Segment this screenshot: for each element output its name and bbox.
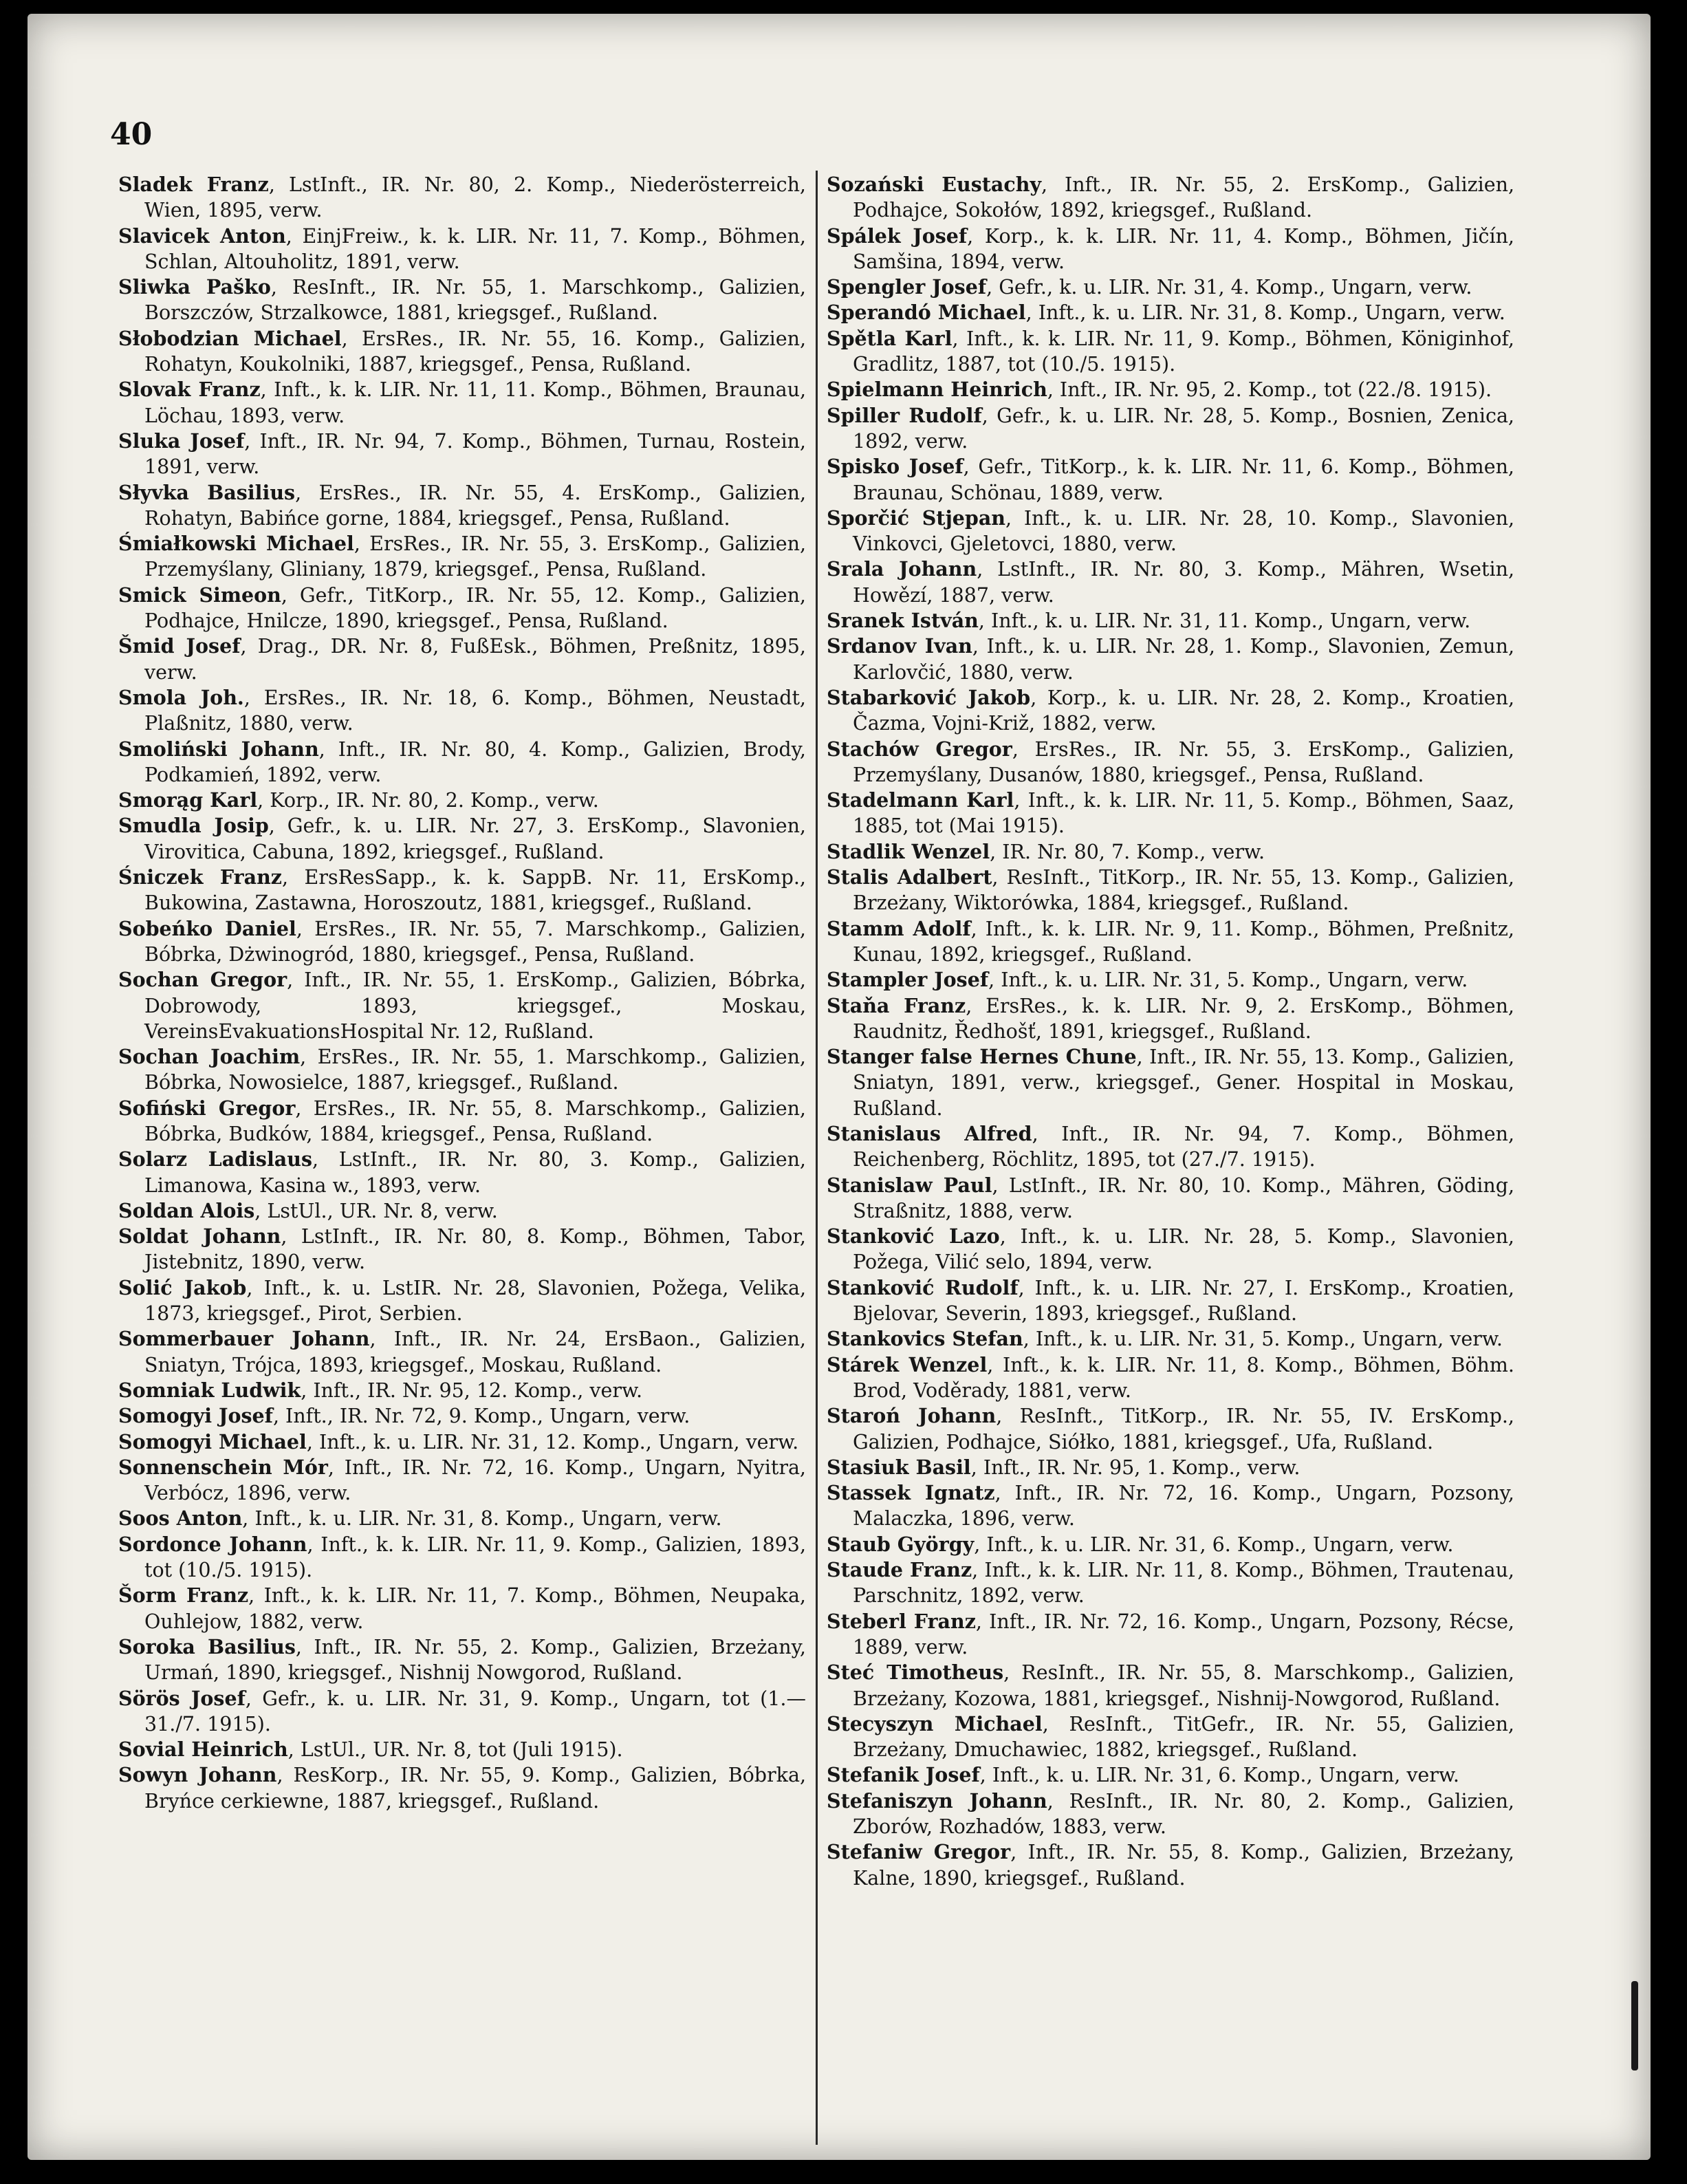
list-entry [118, 1455, 806, 1506]
list-entry [118, 224, 806, 275]
list-entry [118, 326, 806, 378]
list-entry [118, 1506, 806, 1531]
right-column [827, 172, 1514, 1891]
entry-details: , Gefr., k. u. LIR. Nr. 31, 4. Komp., Ungarn, verw. [986, 276, 1472, 299]
list-entry [827, 1173, 1514, 1224]
list-entry [827, 326, 1514, 378]
entry-name: Smola Joh. [118, 685, 244, 709]
list-entry [118, 1762, 806, 1814]
entry-details: , ResInft., TitKorp., IR. Nr. 55, IV. ErsKomp., Galizien, Podhajce, Siółko, 1881, kriegsgef., Ufa, Rußland. [853, 1405, 1514, 1453]
entry-name: Staroń Johann [827, 1404, 997, 1428]
entry-details: , Inft., IR. Nr. 72, 16. Komp., Ungarn, Pozsony, Récse, 1889, verw. [853, 1610, 1514, 1658]
entry-name: Stanković Lazo [827, 1224, 1000, 1248]
entry-name: Spisko Josef [827, 455, 964, 479]
entry-details: , Korp., IR. Nr. 80, 2. Komp., verw. [257, 789, 599, 812]
list-entry [827, 274, 1514, 300]
entry-details: , ResInft., TitGefr., IR. Nr. 55, Galizien, Brzeżany, Dmuchawiec, 1882, kriegsgef., Rußland. [853, 1712, 1514, 1762]
entry-details: , Inft., IR. Nr. 72, 16. Komp., Ungarn, Nyitra, Verbócz, 1896, verw. [144, 1456, 806, 1505]
list-entry [118, 1147, 806, 1198]
entry-name: Sozański Eustachy [827, 173, 1042, 196]
entry-name: Somniak Ludwik [118, 1378, 301, 1402]
entry-name: Slavicek Anton [118, 224, 286, 248]
list-entry [827, 1762, 1514, 1788]
entry-details: , LstInft., IR. Nr. 80, 8. Komp., Böhmen, Tabor, Jistebnitz, 1890, verw. [144, 1225, 806, 1274]
entry-details: , Inft., k. k. LIR. Nr. 9, 11. Komp., Böhmen, Preßnitz, Kunau, 1892, kriegsgef., Rußland. [853, 917, 1514, 966]
entry-details: , Korp., k. k. LIR. Nr. 11, 4. Komp., Böhmen, Jičín, Samšina, 1894, verw. [853, 224, 1514, 273]
list-entry [118, 429, 806, 480]
list-entry [827, 556, 1514, 608]
entry-name: Sladek Franz [118, 173, 269, 196]
entry-details: , Inft., k. u. LIR. Nr. 31, 5. Komp., Ungarn, verw. [988, 969, 1468, 992]
entry-details: , LstInft., IR. Nr. 80, 10. Komp., Mähren, Göding, Straßnitz, 1888, verw. [853, 1174, 1515, 1222]
entry-details: , IR. Nr. 80, 7. Komp., verw. [990, 840, 1265, 863]
entry-name: Smoliński Johann [118, 737, 319, 761]
document-page [28, 14, 1651, 2160]
list-entry [827, 685, 1514, 737]
entry-name: Srala Johann [827, 557, 977, 581]
entry-name: Sliwka Paško [118, 275, 271, 299]
list-entry [118, 1403, 806, 1429]
entry-name: Stefaniszyn Johann [827, 1788, 1047, 1813]
entry-details: , EinjFreiw., k. k. LIR. Nr. 11, 7. Komp., Böhmen, Schlan, Altouholitz, 1891, verw. [144, 224, 806, 273]
list-entry [827, 737, 1514, 788]
entry-name: Sonnenschein Mór [118, 1455, 328, 1479]
entry-details: , Inft., k. u. LIR. Nr. 31, 6. Komp., Ungarn, verw. [974, 1533, 1454, 1556]
entry-name: Slovak Franz [118, 378, 261, 402]
entry-details: , ResInft., IR. Nr. 55, 8. Marschkomp., Galizien, Brzeżany, Kozowa, 1881, kriegsgef., Nishnij-Nowgorod, Rußland. [853, 1661, 1514, 1710]
entry-details: , ErsRes., IR. Nr. 55, 4. ErsKomp., Galizien, Rohatyn, Babińce gorne, 1884, kriegsgef., Pensa, Rußland. [144, 481, 807, 530]
entry-name: Stachów Gregor [827, 737, 1012, 761]
list-entry [118, 967, 806, 1044]
entry-name: Staub György [827, 1532, 975, 1556]
entry-name: Soldan Alois [118, 1198, 255, 1222]
entry-details: , Inft., k. u. LIR. Nr. 31, 5. Komp., Ungarn, verw. [1023, 1328, 1503, 1351]
list-entry [827, 839, 1514, 865]
entry-name: Stadlik Wenzel [827, 839, 990, 863]
entry-name: Stanković Rudolf [827, 1275, 1019, 1299]
list-entry [827, 1044, 1514, 1121]
entry-details: , Inft., k. u. LIR. Nr. 31, 11. Komp., Ungarn, verw. [978, 609, 1471, 633]
list-entry [827, 1609, 1514, 1661]
entry-details: , Inft., IR. Nr. 55, 1. ErsKomp., Galizien, Bóbrka, Dobrowody, 1893, kriegsgef., Moskau, VereinsEvakuationsHospital Nr. 12, Rußland. [144, 969, 806, 1043]
entry-details: , ResInft., IR. Nr. 55, 1. Marschkomp., Galizien, Borszczów, Strzalkowce, 1881, kriegsgef., Rußland. [144, 276, 806, 325]
entry-details: , Inft., k. k. LIR. Nr. 11, 8. Komp., Böhmen, Böhm. Brod, Voděrady, 1881, verw. [853, 1353, 1514, 1402]
list-entry [827, 916, 1514, 968]
entry-details: , Gefr., TitKorp., IR. Nr. 55, 12. Komp., Galizien, Podhajce, Hnilcze, 1890, kriegsgef., Pensa, Rußland. [144, 583, 806, 633]
entry-details: , ErsRes., IR. Nr. 55, 3. ErsKomp., Galizien, Przemyślany, Gliniany, 1879, kriegsgef., Pensa, Rußland. [144, 532, 807, 581]
entry-details: , Gefr., k. u. LIR. Nr. 31, 9. Komp., Ungarn, tot (1.—31./7. 1915). [144, 1687, 806, 1736]
entry-name: Solarz Ladislaus [118, 1147, 313, 1171]
entry-name: Sordonce Johann [118, 1532, 307, 1556]
list-entry [827, 634, 1514, 685]
list-entry [118, 1532, 806, 1583]
entry-details: , Inft., IR. Nr. 55, 2. Komp., Galizien, Brzeżany, Urmań, 1890, kriegsgef., Nishnij Nowgorod, Rußland. [144, 1635, 806, 1685]
entry-details: , Inft., k. u. LIR. Nr. 27, I. ErsKomp., Kroatien, Bjelovar, Severin, 1893, kriegsgef., Rußland. [853, 1276, 1514, 1326]
entry-details: , Inft., k. k. LIR. Nr. 11, 7. Komp., Böhmen, Neupaka, Ouhlejow, 1882, verw. [144, 1584, 806, 1633]
entry-name: Sörös Josef [118, 1686, 246, 1710]
list-entry [118, 583, 806, 634]
entry-details: , Gefr., k. u. LIR. Nr. 27, 3. ErsKomp., Slavonien, Virovitica, Cabuna, 1892, kriegsgef., Rußland. [144, 814, 806, 863]
entry-details: , Inft., k. k. LIR. Nr. 11, 9. Komp., Böhmen, Königinhof, Gradlitz, 1887, tot (10./5. 1915). [853, 327, 1514, 376]
list-entry [827, 1455, 1514, 1480]
list-entry [827, 1326, 1514, 1352]
entry-details: , LstUl., UR. Nr. 8, tot (Juli 1915). [287, 1738, 623, 1762]
list-entry [827, 1839, 1514, 1891]
list-entry [827, 403, 1514, 455]
entry-details: , Inft., k. u. LIR. Nr. 28, 5. Komp., Slavonien, Požega, Vilić selo, 1894, verw. [853, 1225, 1514, 1274]
entry-name: Stefanik Josef [827, 1763, 980, 1787]
entry-name: Smudla Josip [118, 814, 269, 838]
entry-name: Staňa Franz [827, 993, 966, 1017]
entry-name: Šorm Franz [118, 1583, 249, 1608]
entry-name: Somogyi Josef [118, 1404, 273, 1428]
entry-name: Śniczek Franz [118, 865, 282, 889]
entry-details: , Korp., k. u. LIR. Nr. 28, 2. Komp., Kroatien, Čazma, Vojni-Križ, 1882, verw. [853, 686, 1514, 735]
entry-name: Spětla Karl [827, 326, 953, 350]
list-entry [827, 1275, 1514, 1327]
entry-name: Stamm Adolf [827, 916, 971, 940]
list-entry [827, 224, 1514, 275]
entry-details: , Inft., IR. Nr. 94, 7. Komp., Böhmen, Reichenberg, Röchlitz, 1895, tot (27./7. 1915). [853, 1122, 1514, 1171]
list-entry [827, 300, 1514, 325]
entry-name: Sranek István [827, 609, 979, 633]
entry-name: Sobeńko Daniel [118, 916, 296, 940]
list-entry [118, 1044, 806, 1096]
list-entry [827, 865, 1514, 916]
list-entry [118, 1737, 806, 1762]
entry-name: Sovial Heinrich [118, 1738, 288, 1762]
entry-details: , ErsRes., IR. Nr. 55, 1. Marschkomp., Galizien, Bóbrka, Nowosielce, 1887, kriegsgef., Rußland. [144, 1046, 806, 1094]
entry-name: Słyvka Basilius [118, 480, 296, 504]
entry-details: , Inft., k. k. LIR. Nr. 11, 9. Komp., Galizien, 1893, tot (10./5. 1915). [144, 1533, 806, 1582]
entry-details: , Inft., IR. Nr. 55, 8. Komp., Galizien, Brzeżany, Kalne, 1890, kriegsgef., Rußland. [853, 1841, 1514, 1890]
entry-name: Soldat Johann [118, 1224, 281, 1248]
list-entry [118, 480, 806, 532]
entry-name: Spiller Rudolf [827, 403, 982, 427]
entry-details: , ErsRes., IR. Nr. 55, 7. Marschkomp., Galizien, Bóbrka, Dżwinogród, 1880, kriegsgef., Pensa, Rußland. [144, 917, 806, 966]
entry-name: Soroka Basilius [118, 1634, 296, 1658]
entry-name: Stecyszyn Michael [827, 1711, 1043, 1736]
entry-name: Sporčić Stjepan [827, 506, 1006, 530]
entry-name: Śmiałkowski Michael [118, 532, 354, 556]
entry-details: , LstInft., IR. Nr. 80, 2. Komp., Niederösterreich, Wien, 1895, verw. [144, 173, 806, 222]
entry-details: , Drag., DR. Nr. 8, FußEsk., Böhmen, Preßnitz, 1895, verw. [144, 635, 806, 684]
list-entry [118, 1378, 806, 1403]
entry-details: , ErsRes., IR. Nr. 55, 16. Komp., Galizien, Rohatyn, Koukolniki, 1887, kriegsgef., Pensa, Rußland. [144, 327, 807, 376]
list-entry [118, 788, 806, 813]
list-entry [118, 865, 806, 916]
list-entry [118, 916, 806, 968]
list-entry [827, 172, 1514, 224]
entry-name: Sommerbauer Johann [118, 1327, 370, 1351]
entry-name: Soos Anton [118, 1506, 243, 1531]
entry-details: , Inft., k. u. LIR. Nr. 31, 6. Komp., Ungarn, verw. [979, 1764, 1459, 1787]
entry-details: , Inft., IR. Nr. 72, 16. Komp., Ungarn, Pozsony, Malaczka, 1896, verw. [853, 1482, 1514, 1531]
list-entry [827, 1224, 1514, 1275]
entry-name: Stassek Ignatz [827, 1481, 995, 1505]
entry-details: , Inft., IR. Nr. 24, ErsBaon., Galizien, Sniatyn, Trójca, 1893, kriegsgef., Moskau, Rußland. [144, 1328, 806, 1376]
list-entry [827, 788, 1514, 839]
entry-details: , LstInft., IR. Nr. 80, 3. Komp., Mähren, Wsetin, Howězí, 1887, verw. [853, 558, 1515, 607]
column-divider [816, 171, 818, 2145]
entry-name: Somogyi Michael [118, 1429, 307, 1453]
left-column [118, 172, 806, 1814]
entry-name: Stanger false Hernes Chune [827, 1045, 1137, 1069]
list-entry [118, 1326, 806, 1378]
list-entry [827, 1532, 1514, 1557]
entry-details: , ErsRes., k. k. LIR. Nr. 9, 2. ErsKomp., Böhmen, Raudnitz, Ředhošť, 1891, kriegsgef., Rußland. [853, 994, 1514, 1043]
entry-details: , ResInft., IR. Nr. 80, 2. Komp., Galizien, Zborów, Rozhadów, 1883, verw. [853, 1789, 1514, 1838]
entry-name: Smick Simeon [118, 583, 281, 607]
entry-details: , Inft., IR. Nr. 72, 9. Komp., Ungarn, verw. [272, 1405, 690, 1428]
entry-name: Sperandó Michael [827, 301, 1026, 325]
entry-name: Solić Jakob [118, 1275, 247, 1299]
list-entry [118, 813, 806, 865]
entry-details: , Inft., IR. Nr. 80, 4. Komp., Galizien, Brody, Podkamień, 1892, verw. [144, 737, 806, 786]
entry-name: Stalis Adalbert [827, 865, 992, 889]
page-number: 40 [110, 117, 153, 152]
entry-name: Steberl Franz [827, 1609, 976, 1633]
entry-details: , Inft., IR. Nr. 55, 2. ErsKomp., Galizien, Podhajce, Sokołów, 1892, kriegsgef., Rußland. [853, 173, 1515, 222]
entry-name: Stefaniw Gregor [827, 1840, 1011, 1864]
entry-details: , ErsRes., IR. Nr. 55, 8. Marschkomp., Galizien, Bóbrka, Budków, 1884, kriegsgef., Pensa, Rußland. [144, 1096, 806, 1145]
entry-details: , Inft., k. u. LIR. Nr. 28, 1. Komp., Slavonien, Zemun, Karlovčić, 1880, verw. [853, 635, 1514, 684]
list-entry [827, 506, 1514, 557]
entry-details: , LstInft., IR. Nr. 80, 3. Komp., Galizien, Limanowa, Kasina w., 1893, verw. [144, 1148, 806, 1197]
list-entry [827, 377, 1514, 402]
list-entry [827, 454, 1514, 506]
entry-name: Sofiński Gregor [118, 1096, 296, 1120]
entry-details: , Gefr., k. u. LIR. Nr. 28, 5. Komp., Bosnien, Zenica, 1892, verw. [853, 404, 1514, 453]
entry-details: , Inft., k. u. LIR. Nr. 28, 10. Komp., Slavonien, Vinkovci, Gjeletovci, 1880, verw. [853, 506, 1515, 556]
list-entry [827, 1352, 1514, 1404]
entry-details: , Inft., IR. Nr. 94, 7. Komp., Böhmen, Turnau, Rostein, 1891, verw. [144, 429, 806, 479]
list-entry [827, 1711, 1514, 1763]
entry-details: , ErsRes., IR. Nr. 55, 3. ErsKomp., Galizien, Przemyślany, Dusanów, 1880, kriegsgef., Pensa, Rußland. [853, 737, 1514, 786]
list-entry [118, 1198, 806, 1224]
entry-name: Smorąg Karl [118, 788, 258, 812]
list-entry [118, 1429, 806, 1455]
entry-name: Spielmann Heinrich [827, 378, 1047, 402]
entry-name: Sluka Josef [118, 429, 245, 453]
entry-details: , Gefr., TitKorp., k. k. LIR. Nr. 11, 6. Komp., Böhmen, Braunau, Schönau, 1889, verw. [853, 455, 1514, 504]
list-entry [118, 1634, 806, 1686]
entry-name: Sochan Gregor [118, 968, 287, 992]
list-entry [118, 685, 806, 737]
entry-name: Stabarković Jakob [827, 685, 1031, 709]
list-entry [118, 274, 806, 326]
entry-details: , Inft., k. u. LIR. Nr. 31, 8. Komp., Ungarn, verw. [242, 1507, 722, 1531]
entry-details: , Inft., IR. Nr. 55, 13. Komp., Galizien, Sniatyn, 1891, verw., kriegsgef., Gener. Hospital in Moskau, Rußland. [853, 1046, 1515, 1120]
list-entry [827, 1403, 1514, 1455]
list-entry [827, 608, 1514, 634]
entry-details: , LstUl., UR. Nr. 8, verw. [254, 1199, 498, 1222]
entry-details: , Inft., k. u. LstIR. Nr. 28, Slavonien, Požega, Velika, 1873, kriegsgef., Pirot, Serbien. [144, 1276, 807, 1326]
entry-name: Steć Timotheus [827, 1661, 1004, 1685]
entry-name: Sochan Joachim [118, 1045, 301, 1069]
entry-name: Spálek Josef [827, 224, 968, 248]
entry-name: Spengler Josef [827, 275, 987, 299]
entry-details: , Inft., IR. Nr. 95, 12. Komp., verw. [301, 1378, 643, 1402]
entry-details: , Inft., k. k. LIR. Nr. 11, 11. Komp., Böhmen, Braunau, Löchau, 1893, verw. [144, 378, 806, 427]
list-entry [118, 1686, 806, 1738]
list-entry [827, 967, 1514, 993]
entry-details: , ErsResSapp., k. k. SappB. Nr. 11, ErsKomp., Bukowina, Zastawna, Horoszoutz, 1881, kriegsgef., Rußland. [144, 866, 806, 915]
entry-details: , ResKorp., IR. Nr. 55, 9. Komp., Galizien, Bóbrka, Bryńce cerkiewne, 1887, kriegsgef., Rußland. [144, 1764, 806, 1813]
entry-details: , Inft., k. k. LIR. Nr. 11, 5. Komp., Böhmen, Saaz, 1885, tot (Mai 1915). [853, 789, 1515, 838]
entry-name: Stanislaus Alfred [827, 1121, 1032, 1145]
entry-name: Staude Franz [827, 1558, 972, 1582]
list-entry [118, 1096, 806, 1147]
list-entry [118, 1224, 806, 1275]
entry-name: Stankovics Stefan [827, 1327, 1023, 1351]
list-entry [118, 1583, 806, 1634]
entry-name: Stárek Wenzel [827, 1352, 988, 1376]
entry-name: Stasiuk Basil [827, 1455, 971, 1479]
entry-details: , Inft., IR. Nr. 95, 1. Komp., verw. [970, 1456, 1300, 1479]
list-entry [827, 1557, 1514, 1609]
list-entry [827, 1660, 1514, 1711]
entry-details: , ErsRes., IR. Nr. 18, 6. Komp., Böhmen, Neustadt, Plaßnitz, 1880, verw. [144, 686, 806, 735]
list-entry [118, 377, 806, 429]
entry-details: , Inft., k. u. LIR. Nr. 31, 12. Komp., Ungarn, verw. [306, 1430, 799, 1453]
list-entry [827, 1788, 1514, 1840]
list-entry [118, 737, 806, 788]
entry-details: , Inft., k. k. LIR. Nr. 11, 8. Komp., Böhmen, Trautenau, Parschnitz, 1892, verw. [853, 1559, 1514, 1608]
entry-name: Šmid Josef [118, 634, 241, 658]
entry-details: , Inft., IR. Nr. 95, 2. Komp., tot (22./8. 1915). [1047, 378, 1492, 402]
entry-name: Sowyn Johann [118, 1763, 277, 1787]
entry-details: , ResInft., TitKorp., IR. Nr. 55, 13. Komp., Galizien, Brzeżany, Wiktorówka, 1884, kriegsgef., Rußland. [853, 866, 1514, 915]
list-entry [118, 634, 806, 685]
entry-details: , Inft., k. u. LIR. Nr. 31, 8. Komp., Ungarn, verw. [1025, 301, 1505, 325]
entry-name: Stadelmann Karl [827, 788, 1014, 812]
entry-name: Stanislaw Paul [827, 1173, 992, 1197]
list-entry [827, 993, 1514, 1045]
list-entry [118, 1275, 806, 1327]
entry-name: Słobodzian Michael [118, 326, 342, 350]
entry-name: Srdanov Ivan [827, 634, 972, 658]
list-entry [118, 531, 806, 583]
scan-edge-mark [1631, 1981, 1638, 2071]
entry-name: Stampler Josef [827, 968, 989, 992]
list-entry [118, 172, 806, 224]
list-entry [827, 1121, 1514, 1173]
list-entry [827, 1480, 1514, 1532]
